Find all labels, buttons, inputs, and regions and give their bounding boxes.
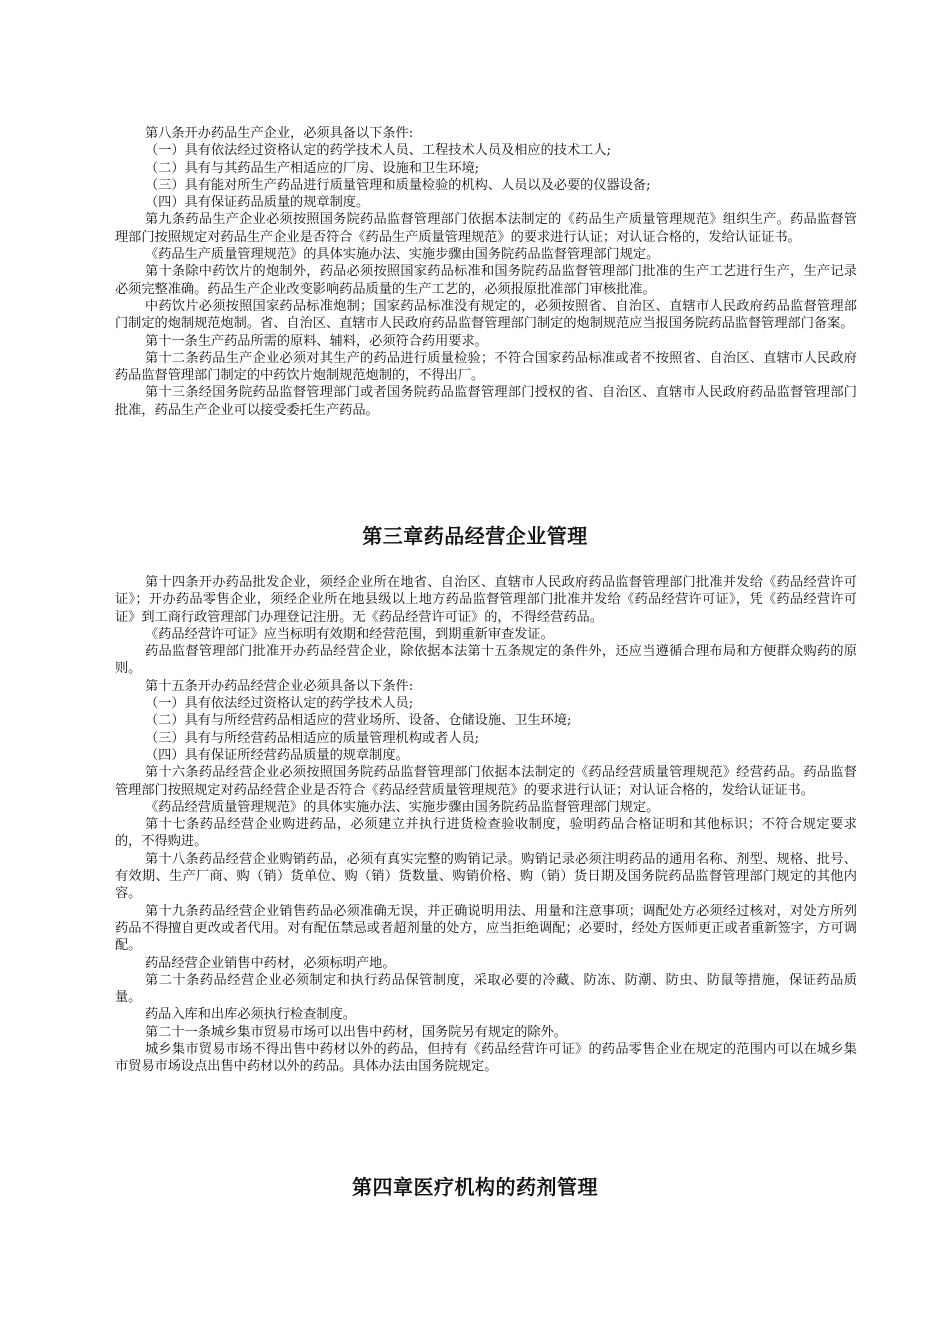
article-8-item-3: （三）具有能对所生产药品进行质量管理和质量检验的机构、人员以及必要的仪器设备; [145, 177, 651, 193]
article-9-note: 《药品生产质量管理规范》的具体实施办法、实施步骤由国务院药品监督管理部门规定。 [145, 247, 660, 263]
article-20: 第二十条药品经营企业必须制定和执行药品保管制度，采取必要的冷藏、防冻、防潮、防虫、防鼠等措施，保证药品质量。 [115, 972, 857, 1006]
article-14-note: 《药品经营许可证》应当标明有效期和经营范围，到期重新审查发证。 [145, 626, 554, 642]
section-chapter3 [115, 574, 857, 1076]
article-15: 第十五条开办药品经营企业必须具备以下条件: [145, 678, 414, 694]
article-12: 第十二条药品生产企业必须对其生产的药品进行质量检验；不符合国家药品标准或者不按照省、自治区、直辖市人民政府药品监督管理部门制定的中药饮片炮制规范炮制的，不得出厂。 [115, 350, 857, 384]
article-21: 第二十一条城乡集市贸易市场可以出售中药材，国务院另有规定的除外。 [145, 1024, 567, 1040]
article-16-note: 《药品经营质量管理规范》的具体实施办法、实施步骤由国务院药品监督管理部门规定。 [145, 799, 660, 815]
article-15-item-2: （二）具有与所经营药品相适应的营业场所、设备、仓储设施、卫生环境; [145, 713, 572, 729]
article-11: 第十一条生产药品所需的原料、辅料，必须符合药用要求。 [145, 333, 488, 349]
article-16: 第十六条药品经营企业必须按照国务院药品监督管理部门依据本法制定的《药品经营质量管理规范》经营药品。药品监督管理部门按照规定对药品经营企业是否符合《药品经营质量管理规范》的要求进行认证；对认证合格的，发给认证证书。 [115, 765, 857, 798]
article-10: 第十条除中药饮片的炮制外，药品必须按照国家药品标准和国务院药品监督管理部门批准的生产工艺进行生产，生产记录必须完整准确。药品生产企业改变影响药品质量的生产工艺的，必须报原批准部门审核批准。 [115, 264, 857, 297]
article-10-note: 中药饮片必须按照国家药品标准炮制；国家药品标准没有规定的，必须按照省、自治区、直辖市人民政府药品监督管理部门制定的炮制规范炮制。省、自治区、直辖市人民政府药品监督管理部门制定的炮制规范应当报国务院药品监督管理部门备案。 [115, 298, 857, 332]
article-15-item-4: （四）具有保证所经营药品质量的规章制度。 [145, 747, 409, 763]
article-14: 第十四条开办药品批发企业，须经企业所在地省、自治区、直辖市人民政府药品监督管理部门批准并发给《药品经营许可证》；开办药品零售企业，须经企业所在地县级以上地方药品监督管理部门批准并发给《药品经营许可证》，凭《药品经营许可证》到工商行政管理部门办理登记注册。无《药品经营许可证》的，不得经营药品。 [115, 575, 857, 625]
article-9: 第九条药品生产企业必须按照国务院药品监督管理部门依据本法制定的《药品生产质量管理规范》组织生产。药品监督管理部门按照规定对药品生产企业是否符合《药品生产质量管理规范》的要求进行认证；对认证合格的，发给认证证书。 [115, 212, 857, 245]
article-8-item-4: （四）具有保证药品质量的规章制度。 [145, 195, 370, 211]
article-15-item-1: （一）具有依法经过资格认定的药学技术人员; [145, 696, 414, 712]
article-19-note: 药品经营企业销售中药材，必须标明产地。 [145, 955, 396, 971]
article-15-item-3: （三）具有与所经营药品相适应的质量管理机构或者人员; [145, 730, 480, 746]
section-chapter2-tail [115, 125, 857, 419]
article-8-item-2: （二）具有与其药品生产相适应的厂房、设施和卫生环境; [145, 160, 480, 176]
article-21-note: 城乡集市贸易市场不得出售中药材以外的药品，但持有《药品经营许可证》的药品零售企业在规定的范围内可以在城乡集市贸易市场设点出售中药材以外的药品。具体办法由国务院规定。 [115, 1042, 857, 1075]
article-20-note: 药品入库和出库必须执行检查制度。 [145, 1007, 356, 1023]
article-17: 第十七条药品经营企业购进药品，必须建立并执行进货检查验收制度，验明药品合格证明和其他标识；不符合规定要求的，不得购进。 [115, 817, 857, 850]
article-14-principle: 药品监督管理部门批准开办药品经营企业，除依据本法第十五条规定的条件外，还应当遵循合理布局和方便群众购药的原则。 [115, 644, 857, 677]
article-8: 第八条开办药品生产企业，必须具备以下条件: [145, 126, 414, 141]
article-8-item-1: （一）具有依法经过资格认定的药学技术人员、工程技术人员及相应的技术工人; [145, 143, 612, 159]
article-19: 第十九条药品经营企业销售药品必须准确无误，并正确说明用法、用量和注意事项；调配处方必须经过核对，对处方所列药品不得擅自更改或者代用。对有配伍禁忌或者超剂量的处方，应当拒绝调配；必要时，经处方医师更正或者重新签字，方可调配。 [115, 903, 857, 954]
chapter-4-heading: 第四章医疗机构的药剂管理 [352, 1175, 598, 1199]
chapter-3-heading: 第三章药品经营企业管理 [362, 524, 588, 548]
article-18: 第十八条药品经营企业购销药品，必须有真实完整的购销记录。购销记录必须注明药品的通用名称、剂型、规格、批号、有效期、生产厂商、购（销）货单位、购（销）货数量、购销价格、购（销）货日期及国务院药品监督管理部门规定的其他内容。 [115, 851, 857, 902]
article-13: 第十三条经国务院药品监督管理部门或者国务院药品监督管理部门授权的省、自治区、直辖市人民政府药品监督管理部门批准，药品生产企业可以接受委托生产药品。 [115, 385, 857, 418]
